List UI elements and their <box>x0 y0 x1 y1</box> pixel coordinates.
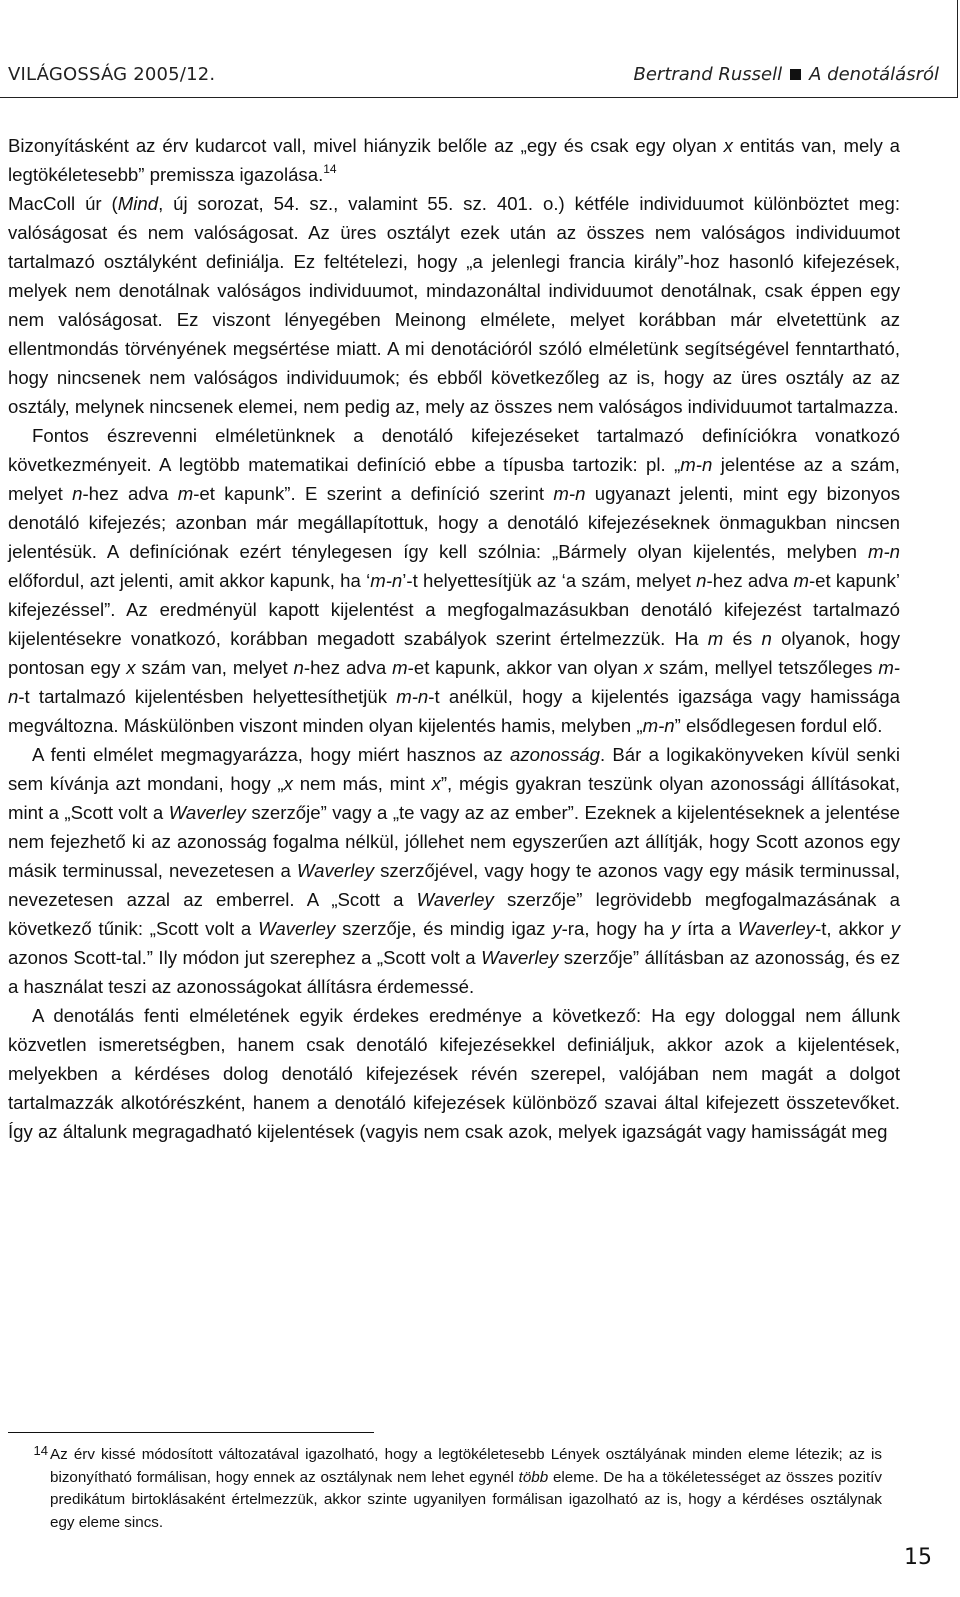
italic-run: m-n <box>867 541 900 562</box>
italic-run: y <box>552 918 562 939</box>
footnote-divider <box>8 1432 374 1433</box>
italic-run: y <box>890 918 901 939</box>
italic-run: m-n <box>680 454 713 475</box>
italic-run: Waverley <box>416 889 494 910</box>
italic-run: y <box>670 918 681 939</box>
italic-run: x <box>126 657 136 678</box>
paragraph-4: A fenti elmélet megmagyarázza, hogy miért hasznos az azonosság. Bár a logikakönyveken kívül senki sem kívánja azt mondani, hogy „x nem más, mint x”, mégis gyakran teszünk olyan azonossági állításokat, mint a „Scott volt a Waverley szerzője” vagy a „te vagy az az ember”. Ezeknek a kijelentéseknek a jelentése nem fejezhető ki az azonosság fogalma nélkül, jóllehet nem egyszerűen azt állítják, hogy Scott azonos egy másik terminussal, nevezetesen a Waverley szerzőjével, vagy hogy te azonos vagy egy másik terminussal, nevezetesen azzal az emberrel. A „Scott a Waverley szerzője” legrövidebb megfogalmazásának a következő tűnik: „Scott volt a Waverley szerzője, és mindig igaz y-ra, hogy ha y írta a Waverley-t, akkor y azonos Scott-tal.” Ily módon jut szerephez a „Scott volt a Waverley szerzője” állításban az azonosság, és ez a használat teszi az azonosságokat állításra érdemessé. <box>8 744 901 997</box>
italic-run: x <box>723 135 733 156</box>
italic-run: m <box>707 628 724 649</box>
footnote-number: 14 <box>33 1443 48 1458</box>
italic-run: x <box>431 773 441 794</box>
footnote-text: Az érv kissé módosított változatával igazolható, hogy a legtökéletesebb Lények osztályának minden eleme létezik; az is bizonyítható formálisan, hogy ennek az osztálynak nem lehet egynél több eleme. De ha a tökéletességet az összes pozitív predikátum birtoklásaként értelmezzük, akkor szinte ugyanilyen formálisan igazolható az is, hogy a kérdéses osztálynak egy eleme sincs. <box>50 1446 882 1531</box>
paragraph-5: A denotálás fenti elméletének egyik érdekes eredménye a következő: Ha egy dologgal nem állunk közvetlen ismeretségben, hanem csak denotáló kifejezésekkel definiáljuk, akkor azok a kijelentések, melyekben a kérdéses dolog denotáló kifejezések révén szerepel, valójában nem magát a dolgot tartalmazzák alkotórészként, hanem a denotáló kifejezések különböző szavai által kifejezett összetevőket. Így az általunk megragadható kijelentések (vagyis nem csak azok, melyek igazságát vagy hamisságát meg <box>8 1005 900 1142</box>
article-header <box>634 64 940 85</box>
italic-run: Waverley <box>168 802 246 823</box>
italic-run: m-n <box>8 657 900 707</box>
italic-run: m-n <box>553 483 586 504</box>
italic-run: m-n <box>370 570 403 591</box>
paragraph-2: MacColl úr (Mind, új sorozat, 54. sz., valamint 55. sz. 401. o.) kétféle individuumot különböztet meg: valóságosat és nem valóságosat. Az üres osztályt ezek után az összes nem valóságos individuumot tartalmazó osztályként definiálja. Ez feltételezi, hogy „a jelenlegi francia király”-hoz hasonló kifejezések, melyek nem denotálnak valóságos individuumot, mindazonáltal individuumot denotálnak, csak éppen egy nem valóságosat. Ez viszont lényegében Meinong elmélete, melyet korábban már elvetettünk az ellentmondás törvényének megsértése miatt. A mi denotációról szóló elméletünk segítségével fenntartható, hogy nincsenek nem valóságos individuumok; és ebből következőleg az is, hogy az üres osztály az az osztály, melynek nincsenek elemei, nem pedig az, mely az összes nem valóságos individuumot tartalmazza. <box>8 193 900 417</box>
page-number: 15 <box>904 1545 932 1570</box>
italic-run: x <box>643 657 654 678</box>
paragraph-1: Bizonyításként az érv kudarcot vall, mivel hiányzik belőle az „egy és csak egy olyan x entitás van, mely a legtökéletesebb” premissza igazolása.$^{14}$ <box>8 135 900 185</box>
paragraph-3: Fontos észrevenni elméletünknek a denotáló kifejezéseket tartalmazó definíciókra vonatkozó következményeit. A legtöbb matematikai definíció ebbe a típusba tartozik: pl. „m-n jelentése az a szám, melyet n-hez adva m-et kapunk”. E szerint a definíció szerint m-n ugyanazt jelenti, mint egy bizonyos denotáló kifejezés; azonban már megállapítottuk, hogy a denotáló kifejezéseknek önmagukban nincsen jelentésük. A definíciónak ezért ténylegesen így kell szólnia: „Bármely olyan kijelentés, melyben m-n előfordul, azt jelenti, amit akkor kapunk, ha ‘m-n’-t helyettesítjük az ‘a szám, melyet n-hez adva m-et kapunk’ kifejezéssel”. Az eredményül kapott kijelentést a megfogalmazásukban denotáló kifejezést tartalmazó kijelentésekre vonatkozó, korábban megadott szabályok szerint értelmezzük. Ha m és n olyanok, hogy pontosan egy x szám van, melyet n-hez adva m-et kapunk, akkor van olyan x szám, mellyel tetszőleges m-n-t tartalmazó kijelentésben helyettesíthetjük m-n-t anélkül, hogy a kijelentés igazsága vagy hamissága megváltozna. Máskülönben viszont minden olyan kijelentés hamis, melyben „m-n” elsődlegesen fordul elő. <box>8 425 900 736</box>
italic-run: m-n <box>396 686 429 707</box>
italic-run: x <box>283 773 293 794</box>
italic-run: n <box>696 570 707 591</box>
footnote-ref[interactable]: 14 <box>323 162 337 176</box>
italic-run: n <box>293 657 304 678</box>
italic-run: n <box>72 483 83 504</box>
running-head <box>0 0 958 98</box>
square-bullet-icon <box>790 69 801 80</box>
article-title: A denotálásról <box>809 64 939 85</box>
italic-run: Mind <box>117 193 159 214</box>
italic-run: n <box>761 628 772 649</box>
author-name: Bertrand Russell <box>633 64 783 85</box>
main-text <box>8 131 900 1146</box>
footnote-14 <box>8 1440 882 1534</box>
italic-run: Waverley <box>481 947 559 968</box>
italic-run: m <box>793 570 809 591</box>
italic-run: Waverley <box>258 918 336 939</box>
italic-run: m-n <box>642 715 675 736</box>
italic-run: Waverley <box>296 860 375 881</box>
italic-run: m <box>392 657 408 678</box>
italic-run: Waverley <box>737 918 816 939</box>
italic-run: azonosság <box>510 744 600 765</box>
italic-run: m <box>177 483 194 504</box>
italic-run: több <box>518 1468 549 1486</box>
journal-issue: VILÁGOSSÁG 2005/12. <box>8 64 216 85</box>
